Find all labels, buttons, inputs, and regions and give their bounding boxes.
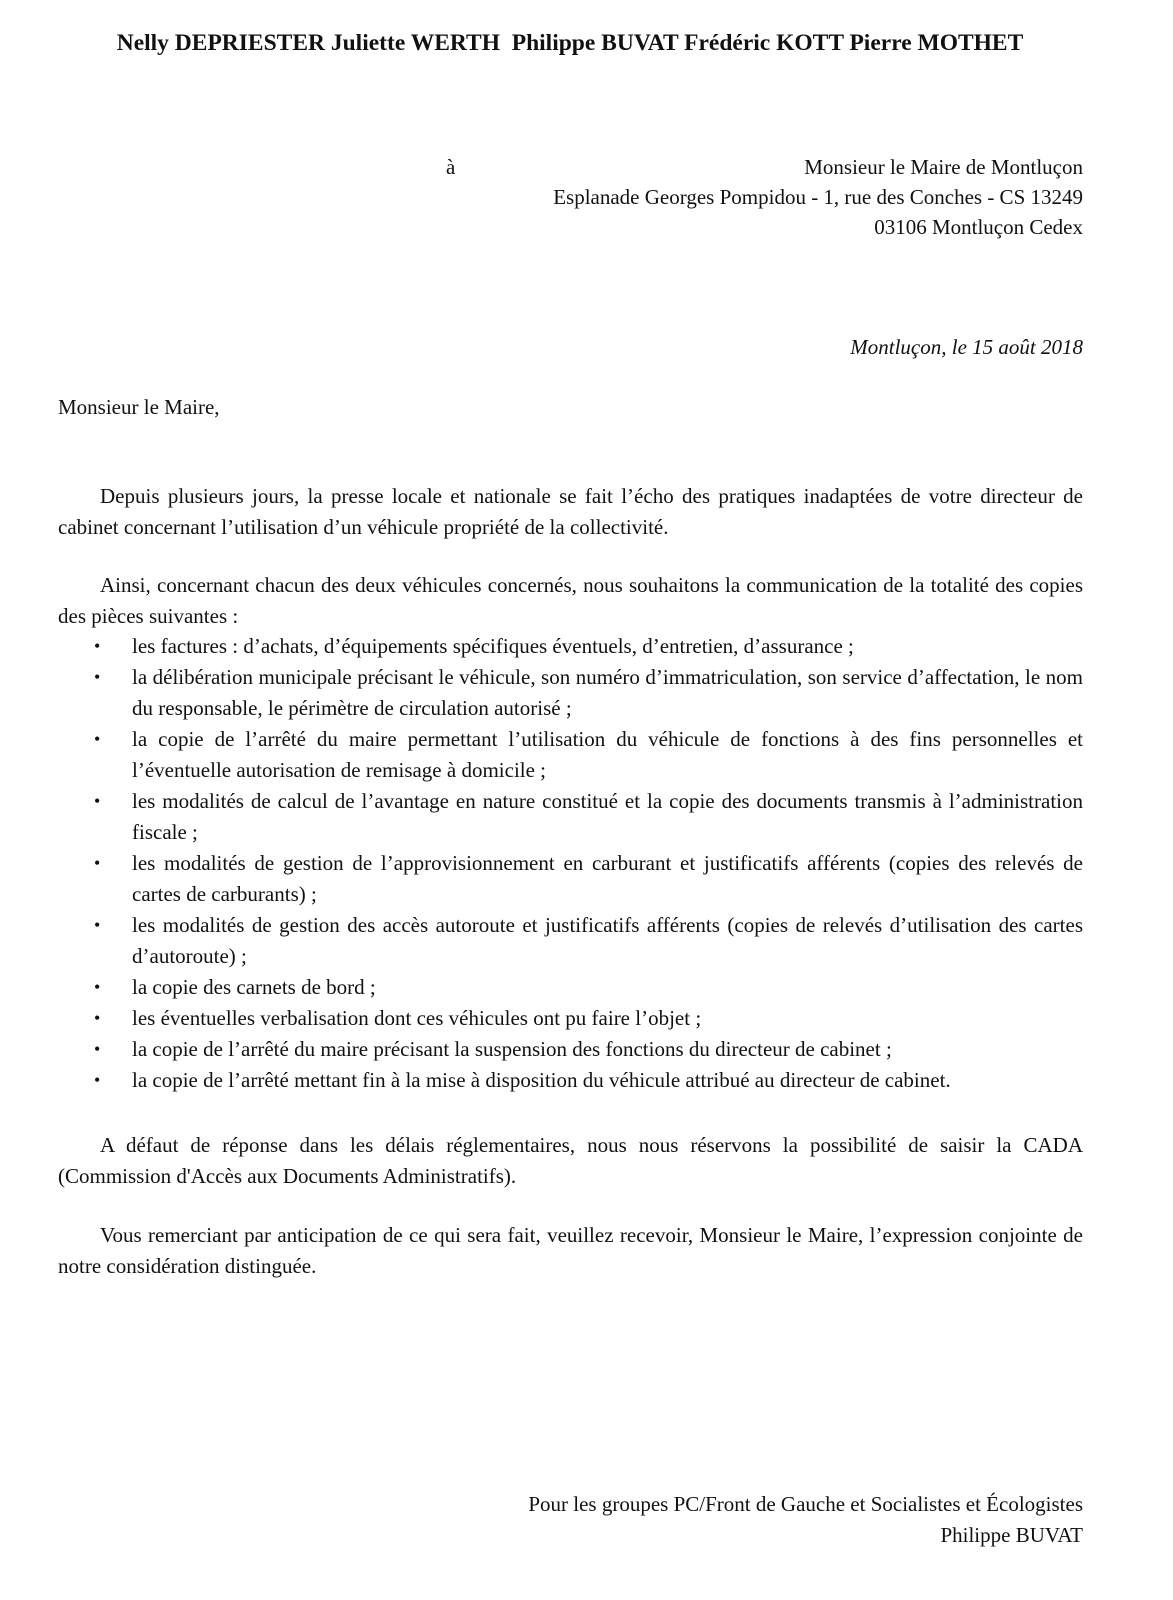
signature-block	[528, 1489, 1083, 1551]
list-item-text: les factures : d’achats, d’équipements spécifiques éventuels, d’entretien, d’assurance ;	[132, 634, 854, 658]
list-item	[58, 848, 1083, 910]
signatories-header: Nelly DEPRIESTER Juliette WERTH Philippe BUVAT Frédéric KOTT Pierre MOTHET	[116, 30, 1024, 56]
date-line: Montluçon, le 15 août 2018	[850, 335, 1083, 359]
salutation: Monsieur le Maire,	[58, 395, 220, 419]
bullet-icon: •	[94, 667, 101, 687]
list-item	[58, 724, 1083, 786]
list-item-text: la copie des carnets de bord ;	[132, 975, 376, 999]
bullet-icon: •	[94, 1008, 101, 1028]
recipient-address	[553, 152, 1083, 242]
cada-paragraph: A défaut de réponse dans les délais réglementaires, nous nous réservons la possibilité de saisir la CADA (Commission d'Accès aux Documents Administratifs).	[58, 1133, 1083, 1188]
documents-list	[58, 631, 1083, 1096]
to-label: à	[446, 155, 456, 179]
recipient-name: Monsieur le Maire de Montluçon	[804, 155, 1083, 179]
closing-paragraph: Vous remerciant par anticipation de ce qui sera fait, veuillez recevoir, Monsieur le Maire, l’expression conjointe de notre considération distinguée.	[58, 1223, 1083, 1278]
bullet-icon: •	[94, 1070, 101, 1090]
recipient-city: 03106 Montluçon Cedex	[874, 215, 1083, 239]
recipient-street: Esplanade Georges Pompidou - 1, rue des Conches - CS 13249	[553, 185, 1083, 209]
list-item	[58, 1065, 1083, 1096]
bullet-icon: •	[94, 915, 101, 935]
list-item	[58, 972, 1083, 1003]
list-item-text: les modalités de gestion de l’approvisionnement en carburant et justificatifs afférents (copies des relevés de cartes de carburants) ;	[132, 851, 1083, 906]
bullet-icon: •	[94, 1039, 101, 1059]
intro-paragraph: Depuis plusieurs jours, la presse locale et nationale se fait l’écho des pratiques inadaptées de votre directeur de cabinet concernant l’utilisation d’un véhicule propriété de la collectivité.	[58, 484, 1083, 539]
list-item-text: la copie de l’arrêté du maire précisant la suspension des fonctions du directeur de cabinet ;	[132, 1037, 892, 1061]
bullet-icon: •	[94, 636, 101, 656]
list-item	[58, 662, 1083, 724]
list-item-text: les modalités de gestion des accès autoroute et justificatifs afférents (copies de relevés d’utilisation des cartes d’autoroute) ;	[132, 913, 1083, 968]
list-item	[58, 1034, 1083, 1065]
bullet-icon: •	[94, 729, 101, 749]
list-item-text: la copie de l’arrêté du maire permettant l’utilisation du véhicule de fonctions à des fins personnelles et l’éventuelle autorisation de remisage à domicile ;	[132, 727, 1083, 782]
bullet-icon: •	[94, 791, 101, 811]
request-paragraph: Ainsi, concernant chacun des deux véhicules concernés, nous souhaitons la communication de la totalité des copies des pièces suivantes :	[58, 573, 1083, 628]
list-item-text: la délibération municipale précisant le véhicule, son numéro d’immatriculation, son service d’affectation, le nom du responsable, le périmètre de circulation autorisé ;	[132, 665, 1083, 720]
signature-groups: Pour les groupes PC/Front de Gauche et Socialistes et Écologistes	[528, 1492, 1083, 1516]
list-item-text: la copie de l’arrêté mettant fin à la mise à disposition du véhicule attribué au directeur de cabinet.	[132, 1068, 951, 1092]
list-item	[58, 631, 1083, 662]
signature-name: Philippe BUVAT	[940, 1523, 1083, 1547]
bullet-icon: •	[94, 853, 101, 873]
list-item-text: les éventuelles verbalisation dont ces véhicules ont pu faire l’objet ;	[132, 1006, 702, 1030]
list-item-text: les modalités de calcul de l’avantage en nature constitué et la copie des documents transmis à l’administration fiscale ;	[132, 789, 1083, 844]
list-item	[58, 786, 1083, 848]
list-item	[58, 1003, 1083, 1034]
list-item	[58, 910, 1083, 972]
bullet-icon: •	[94, 977, 101, 997]
